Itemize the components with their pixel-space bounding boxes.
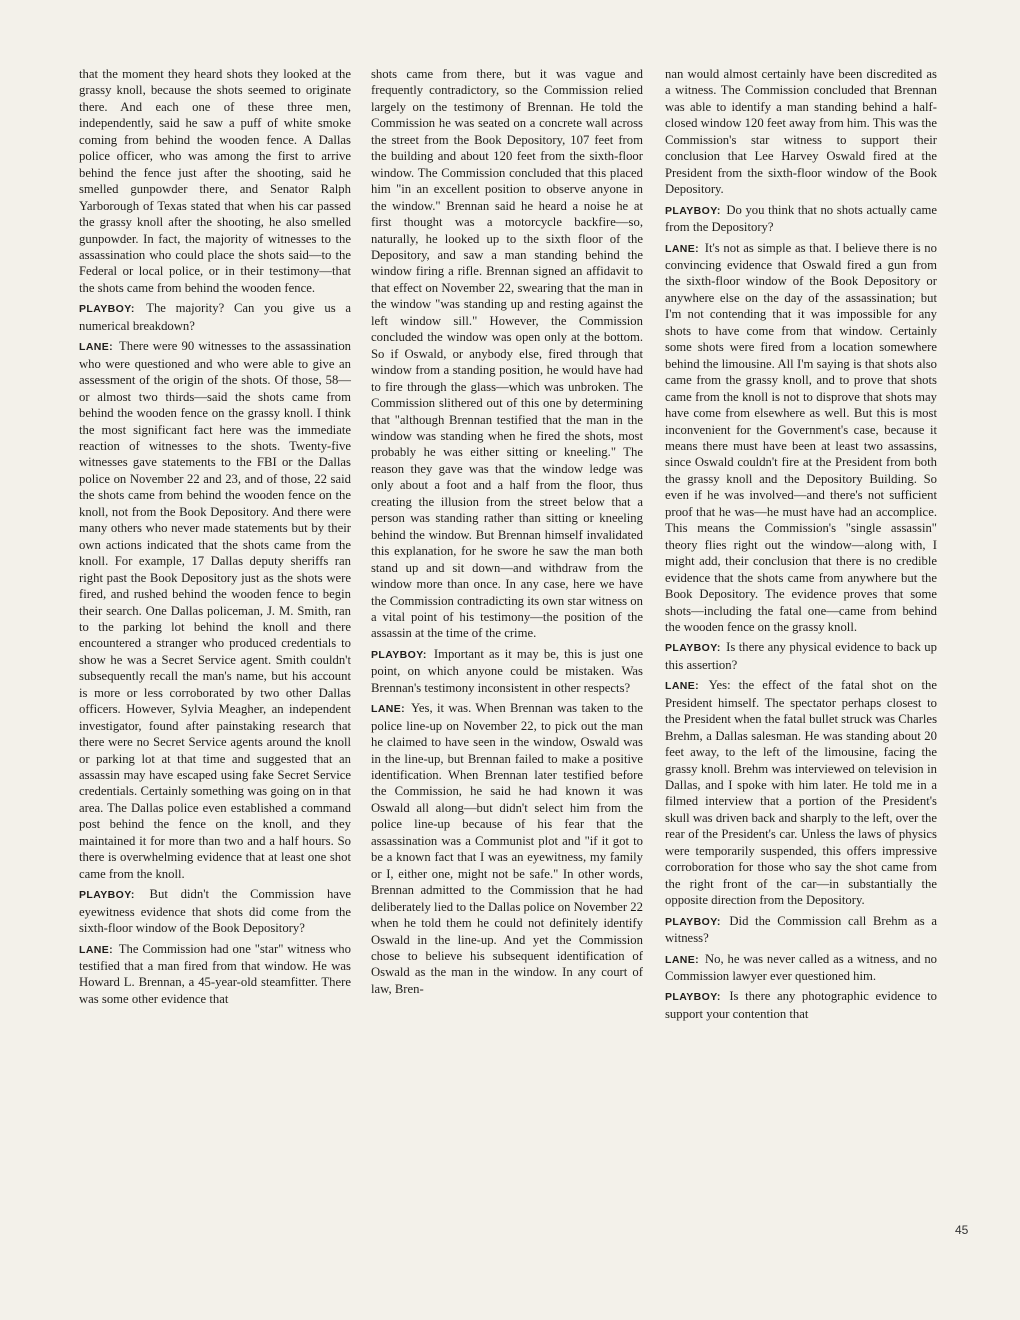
text-column-2 [371, 66, 643, 1001]
speaker-label: LANE: [665, 242, 700, 255]
paragraph-text: Is there any physical evidence to back up this assertion? [665, 640, 937, 672]
paragraph-text: Did the Commission call Brehm as a witness? [665, 913, 938, 946]
page-number: 45 [955, 1223, 969, 1237]
paragraph-text: No, he was never called as a witness, and no Commission lawyer ever questioned him. [665, 951, 938, 984]
speaker-label: LANE: [79, 341, 114, 354]
dialogue-paragraph [665, 988, 937, 1022]
body-paragraph [79, 66, 351, 296]
body-paragraph [665, 66, 937, 198]
paragraph-text: The majority? Can you give us a numerical breakdown? [79, 301, 351, 333]
dialogue-paragraph [665, 677, 937, 908]
body-paragraph [371, 66, 643, 642]
text-column-3 [665, 66, 937, 1026]
speaker-label: LANE: [371, 703, 406, 716]
paragraph-text: Yes: the effect of the fatal shot on the President himself. The spectator perhaps closest to the President when the fatal bullet struck was Charles Brehm, a Dallas salesman. He was standing about 20 feet away, to the left of the limousine, facing the grassy knoll. Brehm was interviewed on television in Dallas, and I spoke with him later. He told me in a filmed interview that a portion of the President's skull was driven back and sharply to the left, over the rear of the President's car. Unless the laws of physics were temporarily suspended, this offers impressive corroboration for those who say the shot came from the right front of the car—in substantially the opposite direction from the Depository. [665, 678, 938, 908]
paragraph-text: There were 90 witnesses to the assassination who were questioned and who were able to give an assessment of the origin of the shots. Of those, 58—or almost two thirds—said the shots came from behind the wooden fence on the grassy knoll. I think the most significant fact here was the immediate reaction of witnesses to the shots. Twenty-five witnesses gave statements to the FBI or the Dallas police on November 22 and 23, and of those, 22 said the shots came from behind the wooden fence on the knoll, not from the Book Depository. And there were many others who never made statements but by their own actions indicated that the shots came from the knoll. For example, 17 Dallas deputy sheriffs ran right past the Book Depository just as the shots were fired, and rushed behind the wooden fence to begin their search. One Dallas policeman, J. M. Smith, ran to the parking lot behind the knoll and there encountered a stranger who produced credentials to show he was a Secret Service agent. Smith couldn't subsequently recall the man's name, but his account is more or less corroborated by two other Dallas officers. However, Sylvia Meagher, an independent investigator, found after painstaking research that there were no Secret Service agents around the knoll or parking lot at that time and suggested that an assassin may have escaped using fake Secret Service credentials. Certainly something was going on in that area. The Dallas police even established a command post behind the fence on the knoll, and they maintained it for more than two and a half hours. So there is overwhelming evidence that at least one shot came from the knoll. [79, 339, 352, 881]
dialogue-paragraph [371, 646, 643, 696]
dialogue-paragraph [665, 240, 937, 636]
dialogue-paragraph [665, 913, 937, 947]
paragraph-text: nan would almost certainly have been discredited as a witness. The Commission concluded that Brennan was able to identify a man standing behind a half-closed window 120 feet away from him. This was the Commission's star witness to support their conclusion that Lee Harvey Oswald fired at the President from the sixth-floor window of the Book Depository. [665, 67, 937, 197]
paragraph-text: Do you think that no shots actually came from the Depository? [665, 202, 938, 235]
speaker-label: PLAYBOY: [665, 642, 721, 655]
speaker-label: PLAYBOY: [665, 915, 721, 928]
dialogue-paragraph [665, 951, 937, 985]
paragraph-text: It's not as simple as that. I believe there is no convincing evidence that Oswald fired a gun from the sixth-floor window of the Book Depository or anywhere else on the day of the assassination; but I'm not contending that it was impossible for any shots to have come from that window. Certainly some shots were fired from a location somewhere behind the limousine. All I'm saying is that shots also came from the grassy knoll, and to prove that shots came from the knoll is not to disprove that shots may have come from elsewhere as well. But this is most inconvenient for the Government's case, because it means there must have been at least two assassins, since Oswald couldn't fire at the President from both the grassy knoll and the Depository Building. So even if he was involved—and there's not sufficient proof that he was—he must have had an accomplice. This means the Commission's "single assassin" theory flies right out the window—along with, I might add, their conclusion that there is no credible evidence that the shots came from anywhere but the Book Depository. The evidence proves that some shots—including the fatal one—came from behind the wooden fence on the grassy knoll. [665, 240, 937, 634]
paragraph-text: Yes, it was. When Brennan was taken to the police line-up on November 22, to pick out the man he claimed to have seen in the window, Oswald was in the line-up, but Brennan failed to make a positive identification. When Brennan later testified before the Commission, he said he had known it was Oswald all along—but didn't select him from the police line-up because of his fear that the assassination was a Communist plot and "if it got to be a known fact that I was an eyewitness, my family or I, either one, might not be safe." In other words, Brennan admitted to the Commission that he had deliberately lied to the Dallas police on November 22 when he told them he could not definitely identify Oswald in the line-up. And yet the Commission chose to believe his subsequent identification of Oswald as the man in the window. In any court of law, Bren- [371, 701, 643, 996]
paragraph-text: shots came from there, but it was vague and frequently contradictory, so the Commission relied largely on the testimony of Brennan. He told the Commission he was seated on a concrete wall across the street from the Book Depository, 107 feet from the building and about 120 feet from the sixth-floor window. The Commission concluded that this placed him "in an excellent position to observe anyone in the window." Brennan said he heard a noise he at first thought was a motorcycle backfire—so, naturally, he looked up to the sixth floor of the Depository, and saw a man standing behind the window firing a rifle. Brennan signed an affidavit to that effect on November 22, swearing that the man in the window "was standing up and resting against the left window sill." However, the Commission concluded the window was open only at the bottom. So if Oswald, or anybody else, fired through that window from a standing position, he would have had to fire through the glass—which was unbroken. The Commission slithered out of this one by determining that "although Brennan testified that the man in the window was standing when he fired the shots, most probably he was either sitting or kneeling." The reason they gave was that the window ledge was only about a foot and a half from the floor, thus creating the illusion from the street below that a person was standing rather than sitting or kneeling behind the window. But Brennan himself invalidated this explanation, for he swore he saw the man both stand up and sit down—and withdraw from the window more than once. In any case, here we have the Commission contradicting its own star witness on a vital point of his testimony—the position of the assassin at the time of the crime. [371, 67, 643, 641]
speaker-label: PLAYBOY: [371, 648, 427, 661]
paragraph-text: Is there any photographic evidence to support your contention that [665, 989, 938, 1021]
speaker-label: PLAYBOY: [79, 889, 135, 902]
paragraph-text: Important as it may be, this is just one point, on which anyone could be mistaken. Was Brennan's testimony inconsistent in other respects? [371, 646, 643, 695]
paragraph-text: But didn't the Commission have eyewitness evidence that shots did come from the sixth-floor window of the Book Depository? [79, 887, 351, 936]
paragraph-text: that the moment they heard shots they looked at the grassy knoll, because the shots seemed to originate there. And each one of these three men, independently, said he saw a puff of white smoke coming from behind the wooden fence. A Dallas police officer, who was among the first to arrive behind the fence just after the shooting, said he smelled gunpowder there, and Senator Ralph Yarborough of Texas stated that when his car passed the grassy knoll after the shooting, he also smelled gunpowder. In fact, the majority of witnesses to the assassination who could place the shots said—to the Federal or local police, or in their testimony—that the shots came from behind the wooden fence. [79, 67, 351, 295]
dialogue-paragraph [371, 700, 643, 997]
paragraph-text: The Commission had one "star" witness who testified that a man fired from that window. He was Howard L. Brennan, a 45-year-old steamfitter. There was some other evidence that [79, 941, 351, 1006]
dialogue-paragraph [79, 300, 351, 334]
speaker-label: LANE: [79, 943, 114, 956]
dialogue-paragraph [665, 202, 937, 236]
dialogue-paragraph [665, 639, 937, 673]
speaker-label: LANE: [665, 680, 700, 693]
dialogue-paragraph [79, 941, 351, 1008]
speaker-label: PLAYBOY: [665, 991, 721, 1004]
dialogue-paragraph [79, 338, 351, 882]
speaker-label: PLAYBOY: [665, 204, 721, 217]
speaker-label: PLAYBOY: [79, 303, 135, 316]
dialogue-paragraph [79, 886, 351, 936]
speaker-label: LANE: [665, 953, 700, 966]
text-column-1 [79, 66, 351, 1011]
